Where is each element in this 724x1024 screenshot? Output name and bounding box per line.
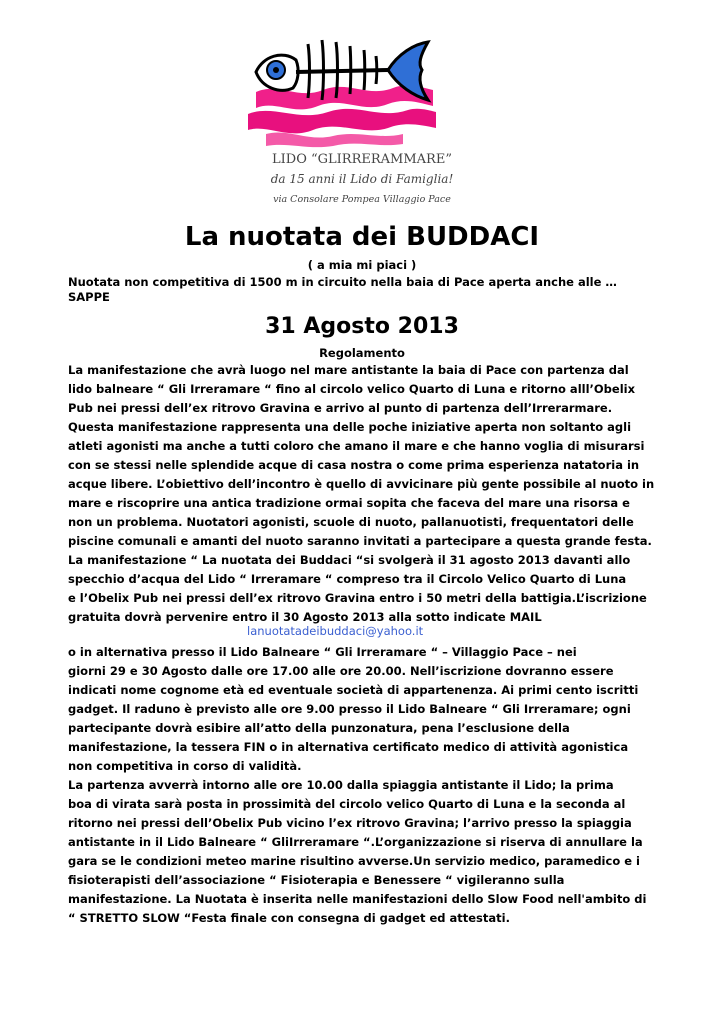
text-line: non un problema. Nuotatori agonisti, scuole di nuoto, pallanuotisti, frequentatori delle <box>68 515 634 529</box>
intro-text <box>68 275 668 305</box>
text-line: fisioterapisti dell’associazione “ Fisioterapia e Benessere “ vigileranno sulla <box>68 873 565 887</box>
paragraph-1 <box>68 361 658 627</box>
intro-line: SAPPE <box>68 290 110 304</box>
text-line: La manifestazione “ La nuotata dei Buddaci “si svolgerà il 31 agosto 2013 davanti allo <box>68 553 631 567</box>
section-heading: Regolamento <box>319 346 405 360</box>
fish-logo <box>238 30 448 150</box>
text-line: con se stessi nelle splendide acque di casa nostra o come prima esperienza natatoria in <box>68 458 640 472</box>
page-title: La nuotata dei BUDDACI <box>184 222 540 252</box>
text-line: partecipante dovrà esibire all’atto della punzonatura, pena l’esclusione della <box>68 721 570 735</box>
text-line: boa di virata sarà posta in prossimità del circolo velico Quarto di Luna e la seconda al <box>68 797 626 811</box>
text-line: e l’Obelix Pub nei pressi dell’ex ritrovo Gravina entro i 50 metri della battigia.L’iscrizione <box>68 591 647 605</box>
text-line: La manifestazione che avrà luogo nel mare antistante la baia di Pace con partenza dal <box>68 363 629 377</box>
paragraph-2 <box>68 643 658 928</box>
text-line: manifestazione, la tessera FIN o in alternativa certificato medico di attività agonistica <box>68 740 629 754</box>
text-line: antistante in il Lido Balneare “ GliIrreramare “.L’organizzazione si riserva di annullare la <box>68 835 643 849</box>
page-subtitle: ( a mia mi piaci ) <box>307 258 417 272</box>
text-line: indicati nome cognome età ed eventuale società di appartenenza. Ai primi cento iscritti <box>68 683 639 697</box>
text-line: giorni 29 e 30 Agosto dalle ore 17.00 alle ore 20.00. Nell’iscrizione dovranno essere <box>68 664 614 678</box>
event-date: 31 Agosto 2013 <box>265 314 459 339</box>
text-line: gratuita dovrà pervenire entro il 30 Agosto 2013 alla sotto indicate MAIL <box>68 610 542 624</box>
lido-address: via Consolare Pompea Villaggio Pace <box>273 194 451 205</box>
text-line: atleti agonisti ma anche a tutti coloro che amano il mare e che hanno voglia di misurarsi <box>68 439 645 453</box>
text-line: manifestazione. La Nuotata è inserita nelle manifestazioni dello Slow Food nell'ambito di <box>68 892 647 906</box>
text-line: mare e riscoprire una antica tradizione ormai sopita che faceva del mare una risorsa e <box>68 496 630 510</box>
text-line: gara se le condizioni meteo marine risultino avverse.Un servizio medico, paramedico e i <box>68 854 640 868</box>
text-line: La partenza avverrà intorno alle ore 10.00 dalla spiaggia antistante il Lido; la prima <box>68 778 614 792</box>
text-line: acque libere. L’obiettivo dell’incontro è quello di avvicinare più gente possibile al nuoto in <box>68 477 655 491</box>
text-line: o in alternativa presso il Lido Balneare “ Gli Irreramare “ – Villaggio Pace – nei <box>68 645 577 659</box>
text-line: ritorno nei pressi dell’Obelix Pub vicino l’ex ritrovo Gravina; l’arrivo presso la spiaggia <box>68 816 632 830</box>
text-line: Questa manifestazione rappresenta una delle poche iniziative aperta non soltanto agli <box>68 420 632 434</box>
intro-line: Nuotata non competitiva di 1500 m in circuito nella baia di Pace aperta anche alle … <box>68 275 617 289</box>
text-line: specchio d’acqua del Lido “ Irreramare “ compreso tra il Circolo Velico Quarto di Luna <box>68 572 627 586</box>
text-line: “ STRETTO SLOW “Festa finale con consegna di gadget ed attestati. <box>68 911 510 925</box>
text-line: lido balneare “ Gli Irreramare “ fino al circolo velico Quarto di Luna e ritorno alll’Obelix <box>68 382 635 396</box>
text-line: piscine comunali e amanti del nuoto saranno invitati a partecipare a questa grande festa. <box>68 534 652 548</box>
text-line: Pub nei pressi dell’ex ritrovo Gravina e arrivo al punto di partenza dell’Irrerarmare. <box>68 401 613 415</box>
lido-tagline: da 15 anni il Lido di Famiglia! <box>270 172 454 186</box>
email-link[interactable]: lanuotatadeibuddaci@yahoo.it <box>247 624 424 638</box>
lido-name: LIDO “GLIRRERAMMARE” <box>272 152 452 167</box>
text-line: non competitiva in corso di validità. <box>68 759 302 773</box>
text-line: gadget. Il raduno è previsto alle ore 9.00 presso il Lido Balneare “ Gli Irreramare; ogni <box>68 702 631 716</box>
